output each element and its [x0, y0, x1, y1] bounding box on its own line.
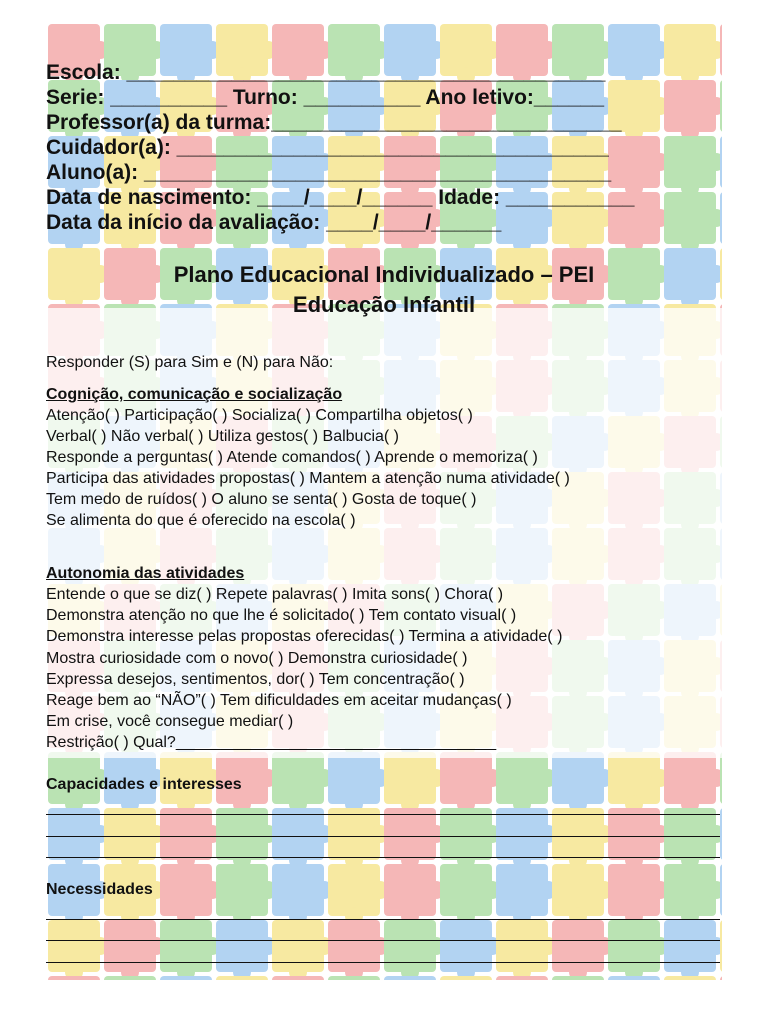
blank-line [46, 962, 720, 963]
cognicao-line: Se alimenta do que é oferecido na escola( ) [46, 512, 356, 529]
section-cognicao-heading: Cognição, comunicação e socialização [46, 386, 343, 403]
field-serie-turno-ano: Serie: __________ Turno: __________ Ano letivo:______ [46, 86, 604, 109]
autonomia-line: Entende o que se diz( ) Repete palavras( ) Imita sons( ) Chora( ) [46, 586, 504, 603]
section-autonomia-heading: Autonomia das atividades [46, 565, 245, 582]
document-title: Plano Educacional Individualizado – PEI [173, 262, 595, 287]
cognicao-line: Verbal( ) Não verbal( ) Utiliza gestos( ) Balbucia( ) [46, 428, 400, 445]
section-capacidades-heading: Capacidades e interesses [46, 776, 242, 793]
blank-line [46, 814, 720, 815]
cognicao-line: Atenção( ) Participação( ) Socializa( ) Compartilha objetos( ) [46, 407, 473, 424]
instructions: Responder (S) para Sim e (N) para Não: [46, 354, 334, 371]
field-professor: Professor(a) da turma:______________________________ [46, 111, 622, 134]
field-inicio-avaliacao: Data da início da avaliação: ____/____/______ [46, 211, 502, 234]
document-subtitle: Educação Infantil [292, 292, 476, 317]
autonomia-line: Mostra curiosidade com o novo( ) Demonstra curiosidade( ) [46, 650, 468, 667]
section-necessidades-heading: Necessidades [46, 881, 153, 898]
field-nascimento-idade: Data de nascimento: ____/____/______ Idade: ___________ [46, 186, 635, 209]
blank-line [46, 836, 720, 837]
autonomia-line: Reage bem ao “NÃO”( ) Tem dificuldades em aceitar mudanças( ) [46, 692, 512, 709]
cognicao-line: Responde a perguntas( ) Atende comandos( ) Aprende o memoriza( ) [46, 449, 538, 466]
field-escola: Escola: _________________________________________ [46, 61, 606, 84]
autonomia-line: Demonstra interesse pelas propostas oferecidas( ) Termina a atividade( ) [46, 628, 563, 645]
autonomia-line: Expressa desejos, sentimentos, dor( ) Tem concentração( ) [46, 671, 465, 688]
field-aluno: Aluno(a): ________________________________________ [46, 161, 612, 184]
blank-line [46, 940, 720, 941]
form-page [46, 22, 722, 980]
blank-line [46, 919, 720, 920]
field-cuidador: Cuidador(a): _____________________________________ [46, 136, 609, 159]
autonomia-line: Em crise, você consegue mediar( ) [46, 713, 294, 730]
cognicao-line: Tem medo de ruídos( ) O aluno se senta( ) Gosta de toque( ) [46, 491, 477, 508]
autonomia-line: Demonstra atenção no que lhe é solicitado( ) Tem contato visual( ) [46, 607, 517, 624]
autonomia-line: Restrição( ) Qual?____________________________________ [46, 734, 497, 751]
cognicao-line: Participa das atividades propostas( ) Mantem a atenção numa atividade( ) [46, 470, 570, 487]
blank-line [46, 857, 720, 858]
